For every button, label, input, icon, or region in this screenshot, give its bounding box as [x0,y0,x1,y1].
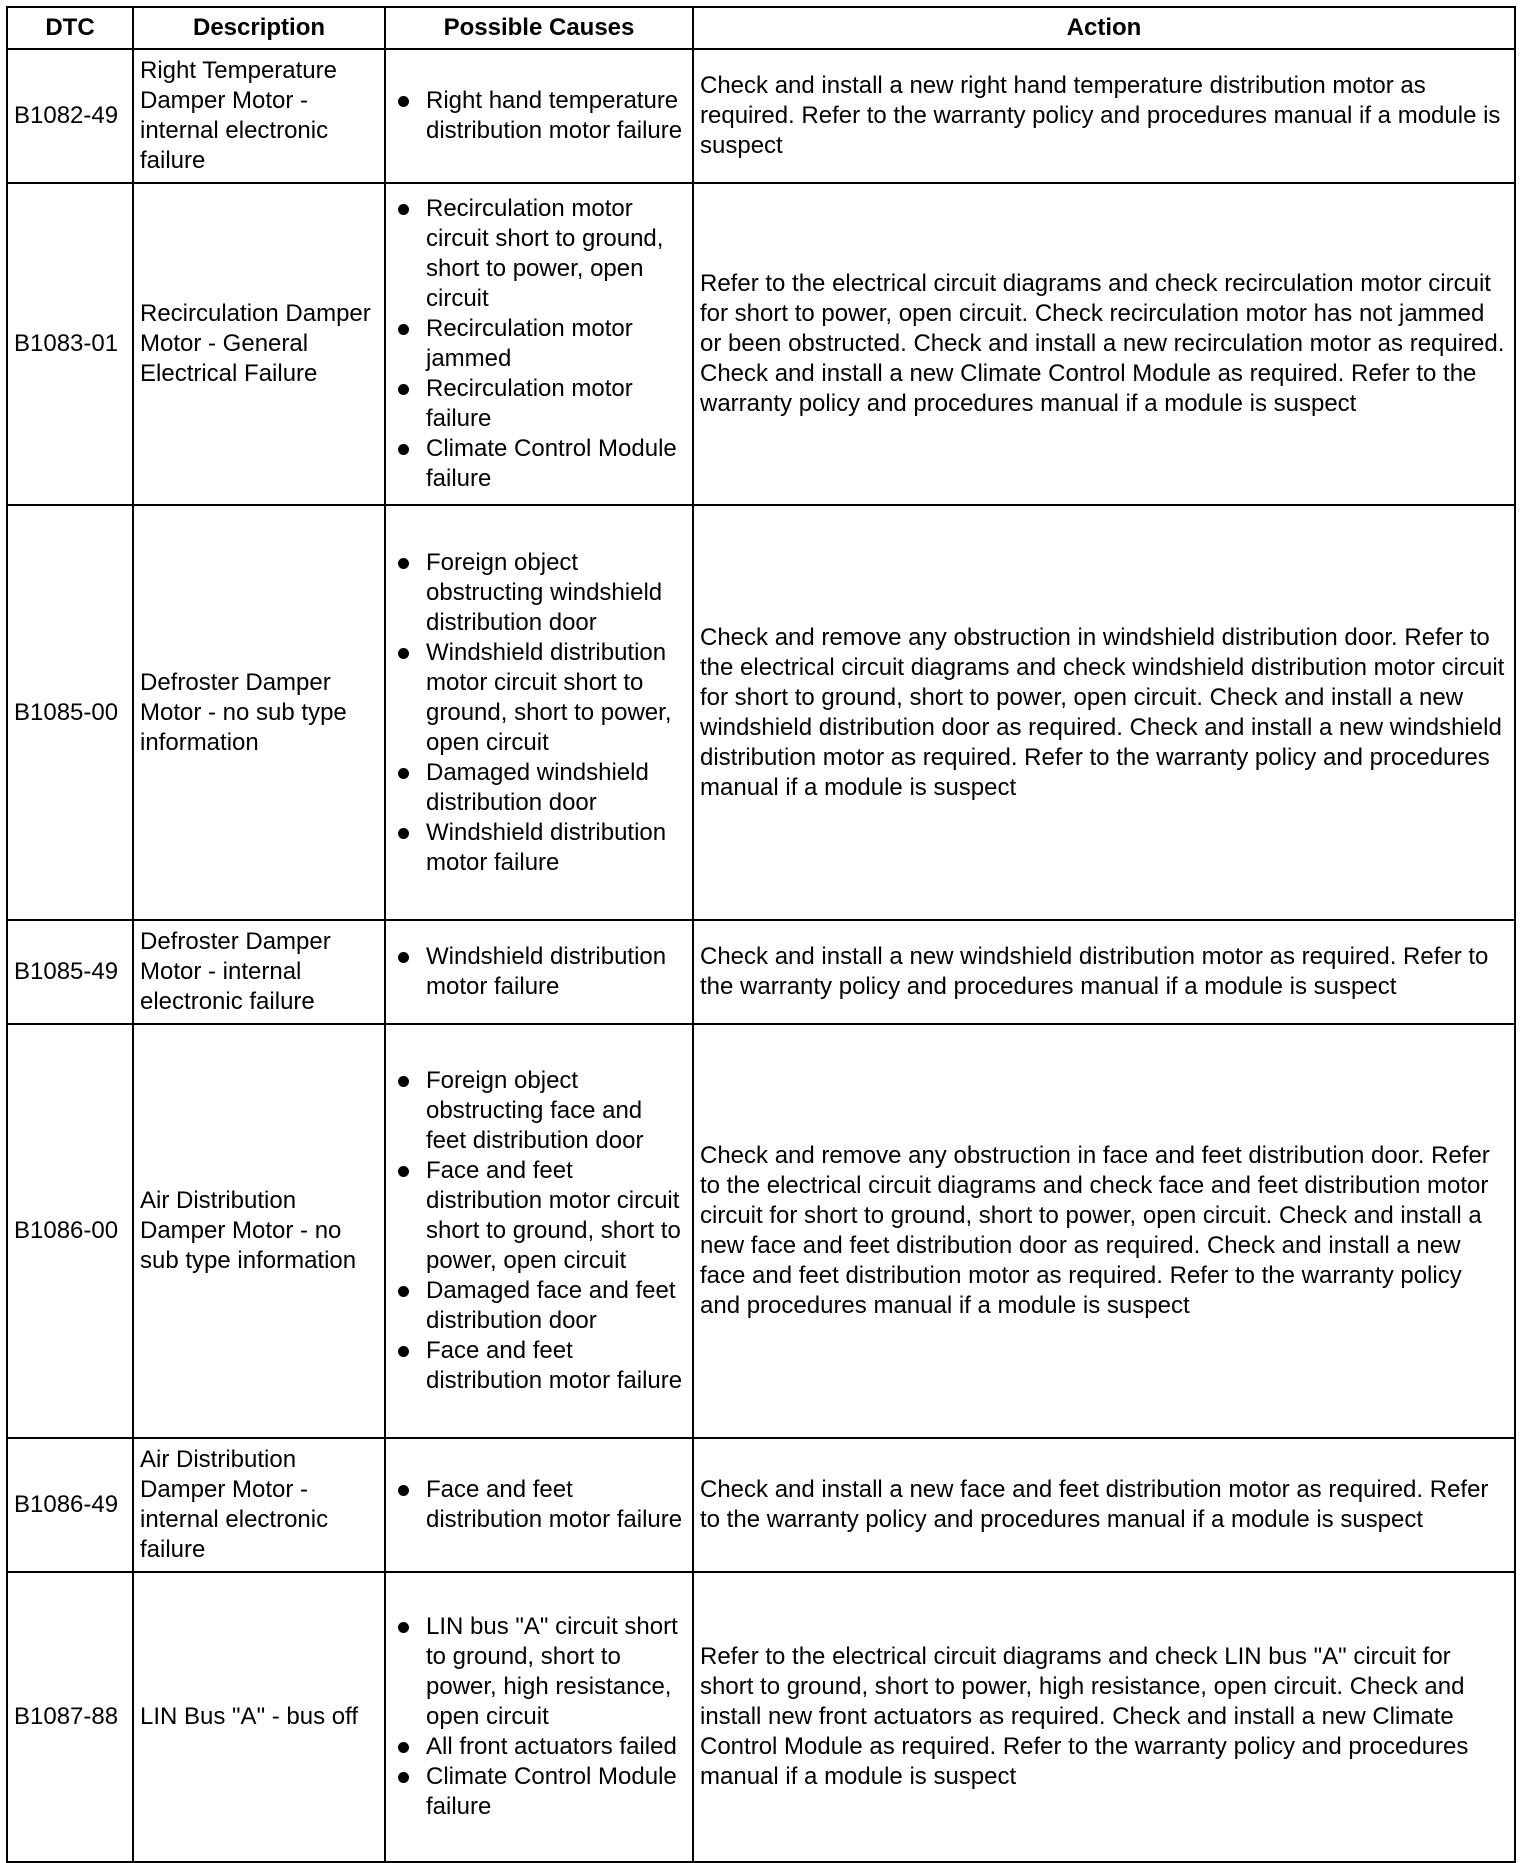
cause-item: All front actuators failed [386,1732,688,1762]
cause-item: Windshield distribution motor circuit short to ground, short to power, open circuit [386,638,688,758]
cause-item: Right hand temperature distribution motor failure [386,86,688,146]
possible-causes [385,1572,693,1862]
table-row [7,920,1515,1024]
cause-item: Damaged face and feet distribution door [386,1276,688,1336]
possible-causes [385,505,693,920]
cause-item: Face and feet distribution motor failure [386,1475,688,1535]
dtc-code: B1086-49 [7,1438,133,1572]
possible-causes [385,1024,693,1438]
cause-item: Foreign object obstructing face and feet distribution door [386,1066,688,1156]
dtc-action: Check and install a new windshield distribution motor as required. Refer to the warranty policy and procedures manual if a module is suspect [693,920,1515,1024]
header-description: Description [133,7,385,49]
cause-item: Climate Control Module failure [386,1762,688,1822]
dtc-description: Right Temperature Damper Motor - internal electronic failure [133,49,385,183]
possible-causes [385,49,693,183]
header-possible-causes: Possible Causes [385,7,693,49]
cause-item: Foreign object obstructing windshield distribution door [386,548,688,638]
dtc-action: Refer to the electrical circuit diagrams and check LIN bus "A" circuit for short to ground, short to power, high resistance, open circuit. Check and install new front actuators as required. Check and install a new Climate Control Module as required. Refer to the warranty policy and procedures manual if a module is suspect [693,1572,1515,1862]
cause-item: Windshield distribution motor failure [386,942,688,1002]
dtc-code: B1082-49 [7,49,133,183]
possible-causes [385,920,693,1024]
dtc-code: B1083-01 [7,183,133,505]
dtc-code: B1087-88 [7,1572,133,1862]
cause-item: Recirculation motor circuit short to ground, short to power, open circuit [386,194,688,314]
cause-item: Recirculation motor jammed [386,314,688,374]
dtc-code: B1085-00 [7,505,133,920]
cause-item: Face and feet distribution motor failure [386,1336,688,1396]
dtc-description: Air Distribution Damper Motor - no sub type information [133,1024,385,1438]
dtc-action: Check and install a new right hand temperature distribution motor as required. Refer to the warranty policy and procedures manual if a module is suspect [693,49,1515,183]
dtc-description: Defroster Damper Motor - internal electronic failure [133,920,385,1024]
dtc-code: B1085-49 [7,920,133,1024]
cause-item: Windshield distribution motor failure [386,818,688,878]
table-row [7,49,1515,183]
dtc-action: Check and remove any obstruction in face and feet distribution door. Refer to the electrical circuit diagrams and check face and feet distribution motor circuit for short to ground, short to power, open circuit. Check and install a new face and feet distribution door as required. Check and install a new face and feet distribution motor as required. Refer to the warranty policy and procedures manual if a module is suspect [693,1024,1515,1438]
dtc-description: Air Distribution Damper Motor - internal electronic failure [133,1438,385,1572]
dtc-code: B1086-00 [7,1024,133,1438]
dtc-description: Defroster Damper Motor - no sub type information [133,505,385,920]
header-dtc: DTC [7,7,133,49]
dtc-action: Refer to the electrical circuit diagrams and check recirculation motor circuit for short to power, open circuit. Check recirculation motor has not jammed or been obstructed. Check and install a new recirculation motor as required. Check and install a new Climate Control Module as required. Refer to the warranty policy and procedures manual if a module is suspect [693,183,1515,505]
cause-item: LIN bus "A" circuit short to ground, short to power, high resistance, open circuit [386,1612,688,1732]
dtc-action: Check and install a new face and feet distribution motor as required. Refer to the warranty policy and procedures manual if a module is suspect [693,1438,1515,1572]
cause-item: Face and feet distribution motor circuit short to ground, short to power, open circuit [386,1156,688,1276]
header-action: Action [693,7,1515,49]
possible-causes [385,1438,693,1572]
table-row [7,1438,1515,1572]
dtc-description: Recirculation Damper Motor - General Electrical Failure [133,183,385,505]
cause-item: Recirculation motor failure [386,374,688,434]
table-row [7,1024,1515,1438]
possible-causes [385,183,693,505]
header-row [7,7,1515,49]
dtc-table [6,6,1516,1863]
cause-item: Damaged windshield distribution door [386,758,688,818]
table-row [7,505,1515,920]
table-row [7,1572,1515,1862]
table-row [7,183,1515,505]
dtc-action: Check and remove any obstruction in windshield distribution door. Refer to the electrical circuit diagrams and check windshield distribution motor circuit for short to ground, short to power, open circuit. Check and install a new windshield distribution door as required. Check and install a new windshield distribution motor as required. Refer to the warranty policy and procedures manual if a module is suspect [693,505,1515,920]
dtc-description: LIN Bus "A" - bus off [133,1572,385,1862]
cause-item: Climate Control Module failure [386,434,688,494]
